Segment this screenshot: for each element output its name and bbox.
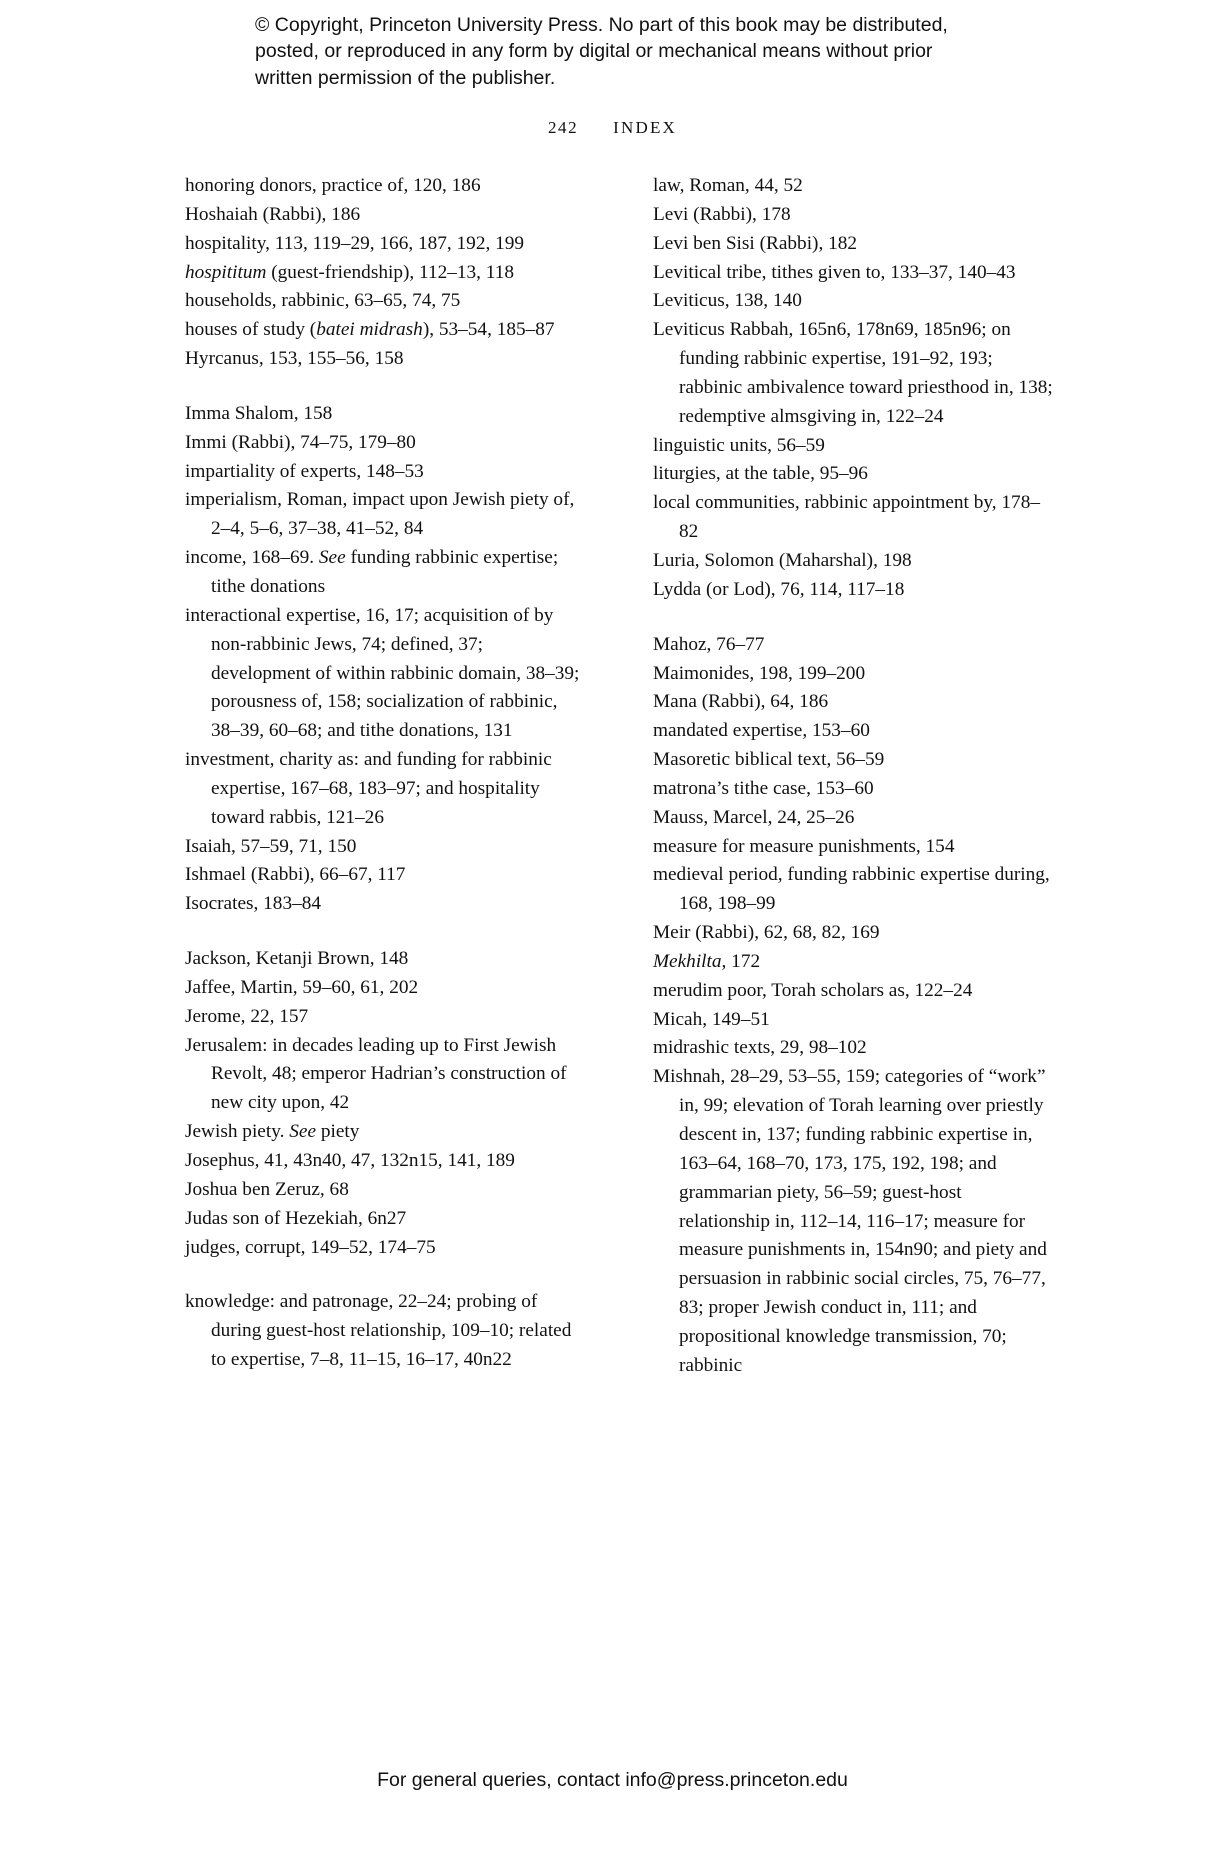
index-entry-text: Micah, 149–51 <box>653 1008 770 1030</box>
index-entry <box>653 631 1055 660</box>
index-entry <box>185 259 587 288</box>
index-entry-text: income, 168–69. See funding rabbinic expertise; tithe donations <box>185 547 559 597</box>
index-entry <box>653 660 1055 689</box>
index-entry <box>185 1003 587 1032</box>
index-entry-text: Levi (Rabbi), 178 <box>653 203 791 225</box>
index-entry-text: Jaffee, Martin, 59–60, 61, 202 <box>185 976 419 998</box>
index-entry <box>653 1034 1055 1063</box>
index-entry <box>185 429 587 458</box>
index-entry-text: Mishnah, 28–29, 53–55, 159; categories of “work” in, 99; elevation of Torah learning over priestly descent in, 137; funding rabbinic expertise in, 163–64, 168–70, 173, 175, 192, 198; and grammarian piety, 56–59; guest-host relationship in, 112–14, 116–17; measure for measure punishments in, 154n90; and piety and persuasion in rabbinic social circles, 75, 76–77, 83; proper Jewish conduct in, 111; and propositional knowledge transmission, 70; rabbinic <box>653 1066 1047 1376</box>
index-entry <box>653 688 1055 717</box>
index-entry-text: houses of study (batei midrash), 53–54, 185–87 <box>185 319 555 341</box>
footer-notice: For general queries, contact info@press.princeton.edu <box>377 1769 848 1791</box>
index-entry-text: Mana (Rabbi), 64, 186 <box>653 691 829 713</box>
index-entry <box>653 460 1055 489</box>
index-entry <box>185 974 587 1003</box>
index-entry <box>185 890 587 919</box>
index-entry-text: Judas son of Hezekiah, 6n27 <box>185 1207 407 1229</box>
running-head-label: INDEX <box>613 118 678 137</box>
index-entry-text: Lydda (or Lod), 76, 114, 117–18 <box>653 578 905 600</box>
index-entry <box>185 945 587 974</box>
index-entry-text: hospititum (guest-friendship), 112–13, 118 <box>185 261 514 283</box>
index-entry-text: Jackson, Ketanji Brown, 148 <box>185 948 409 970</box>
index-entry <box>653 547 1055 576</box>
index-entry-text: impartiality of experts, 148–53 <box>185 460 424 482</box>
index-entry-text: Ishmael (Rabbi), 66–67, 117 <box>185 864 406 886</box>
letter-group-gap <box>185 374 587 400</box>
index-entry <box>653 172 1055 201</box>
running-head <box>0 118 1225 138</box>
index-entry <box>185 486 587 544</box>
index-entry-text: Levitical tribe, tithes given to, 133–37, 140–43 <box>653 261 1016 283</box>
index-entry-text: Hoshaiah (Rabbi), 186 <box>185 203 361 225</box>
index-entry-text: local communities, rabbinic appointment by, 178–82 <box>653 492 1040 543</box>
index-entry <box>653 746 1055 775</box>
index-entry-text: Mekhilta, 172 <box>653 950 761 972</box>
index-entry <box>653 230 1055 259</box>
index-entry-text: Maimonides, 198, 199–200 <box>653 662 866 684</box>
index-entry <box>653 919 1055 948</box>
index-entry <box>185 172 587 201</box>
index-entry <box>653 977 1055 1006</box>
index-entry-text: Levi ben Sisi (Rabbi), 182 <box>653 232 858 254</box>
index-entry-text: Joshua ben Zeruz, 68 <box>185 1178 349 1200</box>
letter-group-gap <box>185 919 587 945</box>
index-entry <box>653 432 1055 461</box>
index-entry <box>185 833 587 862</box>
index-entry <box>185 544 587 602</box>
index-entry-text: imperialism, Roman, impact upon Jewish piety of, 2–4, 5–6, 37–38, 41–52, 84 <box>185 489 575 540</box>
index-entry-text: Jerusalem: in decades leading up to First Jewish Revolt, 48; emperor Hadrian’s construction of new city upon, 42 <box>185 1034 567 1114</box>
index-entry-text: Hyrcanus, 153, 155–56, 158 <box>185 348 404 370</box>
index-entry-text: knowledge: and patronage, 22–24; probing of during guest-host relationship, 109–10; related to expertise, 7–8, 11–15, 16–17, 40n22 <box>185 1291 572 1371</box>
index-entry <box>653 1063 1055 1380</box>
index-entry <box>653 259 1055 288</box>
page-number: 242 <box>547 118 579 137</box>
index-entry-text: Mauss, Marcel, 24, 25–26 <box>653 806 855 828</box>
index-entry <box>185 1176 587 1205</box>
index-entry-text: Isocrates, 183–84 <box>185 893 322 915</box>
index-entry <box>185 345 587 374</box>
index-entry <box>185 1205 587 1234</box>
index-column-right <box>653 172 1055 1381</box>
index-entry-text: judges, corrupt, 149–52, 174–75 <box>185 1236 436 1258</box>
index-entry <box>185 1118 587 1147</box>
index-entry <box>185 458 587 487</box>
index-entry-text: Mahoz, 76–77 <box>653 633 765 655</box>
index-entry <box>185 400 587 429</box>
index-entry <box>653 804 1055 833</box>
index-entry-text: midrashic texts, 29, 98–102 <box>653 1037 867 1059</box>
index-column-left <box>185 172 587 1381</box>
index-entry <box>185 1234 587 1263</box>
index-entry <box>653 717 1055 746</box>
index-entry-text: merudim poor, Torah scholars as, 122–24 <box>653 979 973 1001</box>
index-entry-text: Isaiah, 57–59, 71, 150 <box>185 835 357 857</box>
index-entry <box>653 316 1055 431</box>
index-entry-text: households, rabbinic, 63–65, 74, 75 <box>185 290 461 312</box>
index-entry <box>185 316 587 345</box>
index-entry <box>653 948 1055 977</box>
index-entry-text: matrona’s tithe case, 153–60 <box>653 777 874 799</box>
index-entry-text: Meir (Rabbi), 62, 68, 82, 169 <box>653 922 880 944</box>
index-entry-text: Jerome, 22, 157 <box>185 1005 309 1027</box>
index-entry <box>653 489 1055 547</box>
index-entry <box>185 1147 587 1176</box>
index-entry <box>653 861 1055 919</box>
index-entry-text: hospitality, 113, 119–29, 166, 187, 192, 199 <box>185 232 525 254</box>
index-entry <box>185 861 587 890</box>
index-entry <box>185 287 587 316</box>
index-entry-text: linguistic units, 56–59 <box>653 434 825 456</box>
index-entry <box>653 576 1055 605</box>
index-entry <box>653 201 1055 230</box>
index-entry-text: measure for measure punishments, 154 <box>653 835 955 857</box>
index-entry-text: law, Roman, 44, 52 <box>653 175 803 196</box>
letter-group-gap <box>185 1262 587 1288</box>
index-entry-text: Imma Shalom, 158 <box>185 402 333 424</box>
index-entry <box>185 1288 587 1375</box>
index-entry-text: Jewish piety. See piety <box>185 1121 360 1143</box>
index-entry-text: Luria, Solomon (Maharshal), 198 <box>653 549 912 571</box>
index-entry-text: Josephus, 41, 43n40, 47, 132n15, 141, 189 <box>185 1150 515 1171</box>
copyright-notice: © Copyright, Princeton University Press. No part of this book may be distributed, posted, or reproduced in any form by digital or mechanical means without prior written permission of the publisher. <box>255 14 948 89</box>
index-entry-text: Leviticus Rabbah, 165n6, 178n69, 185n96; on funding rabbinic expertise, 191–92, 193; rabbinic ambivalence toward priesthood in, 138; redemptive almsgiving in, 122–24 <box>653 319 1053 427</box>
index-entry-text: Leviticus, 138, 140 <box>653 290 802 312</box>
index-entry <box>185 201 587 230</box>
index-entry-text: mandated expertise, 153–60 <box>653 720 870 742</box>
index-entry-text: liturgies, at the table, 95–96 <box>653 463 868 485</box>
index-entry-text: investment, charity as: and funding for rabbinic expertise, 167–68, 183–97; and hospitality toward rabbis, 121–26 <box>185 749 552 828</box>
index-entry <box>653 287 1055 316</box>
index-entry-text: interactional expertise, 16, 17; acquisition of by non-rabbinic Jews, 74; defined, 37; development of within rabbinic domain, 38–39; porousness of, 158; socialization of rabbinic, 38–39, 60–68; and tithe donations, 131 <box>185 604 580 742</box>
index-entry <box>185 230 587 259</box>
index-entry <box>185 746 587 833</box>
index-entry-text: medieval period, funding rabbinic expertise during, 168, 198–99 <box>653 864 1050 915</box>
index-entry-text: Masoretic biblical text, 56–59 <box>653 749 885 771</box>
index-entry <box>653 775 1055 804</box>
letter-group-gap <box>653 605 1055 631</box>
index-entry <box>653 833 1055 862</box>
index-entry <box>185 602 587 746</box>
index-entry <box>653 1006 1055 1035</box>
index-columns <box>185 172 1055 1381</box>
index-entry <box>185 1032 587 1119</box>
index-entry-text: Immi (Rabbi), 74–75, 179–80 <box>185 431 416 453</box>
index-entry-text: honoring donors, practice of, 120, 186 <box>185 175 481 196</box>
